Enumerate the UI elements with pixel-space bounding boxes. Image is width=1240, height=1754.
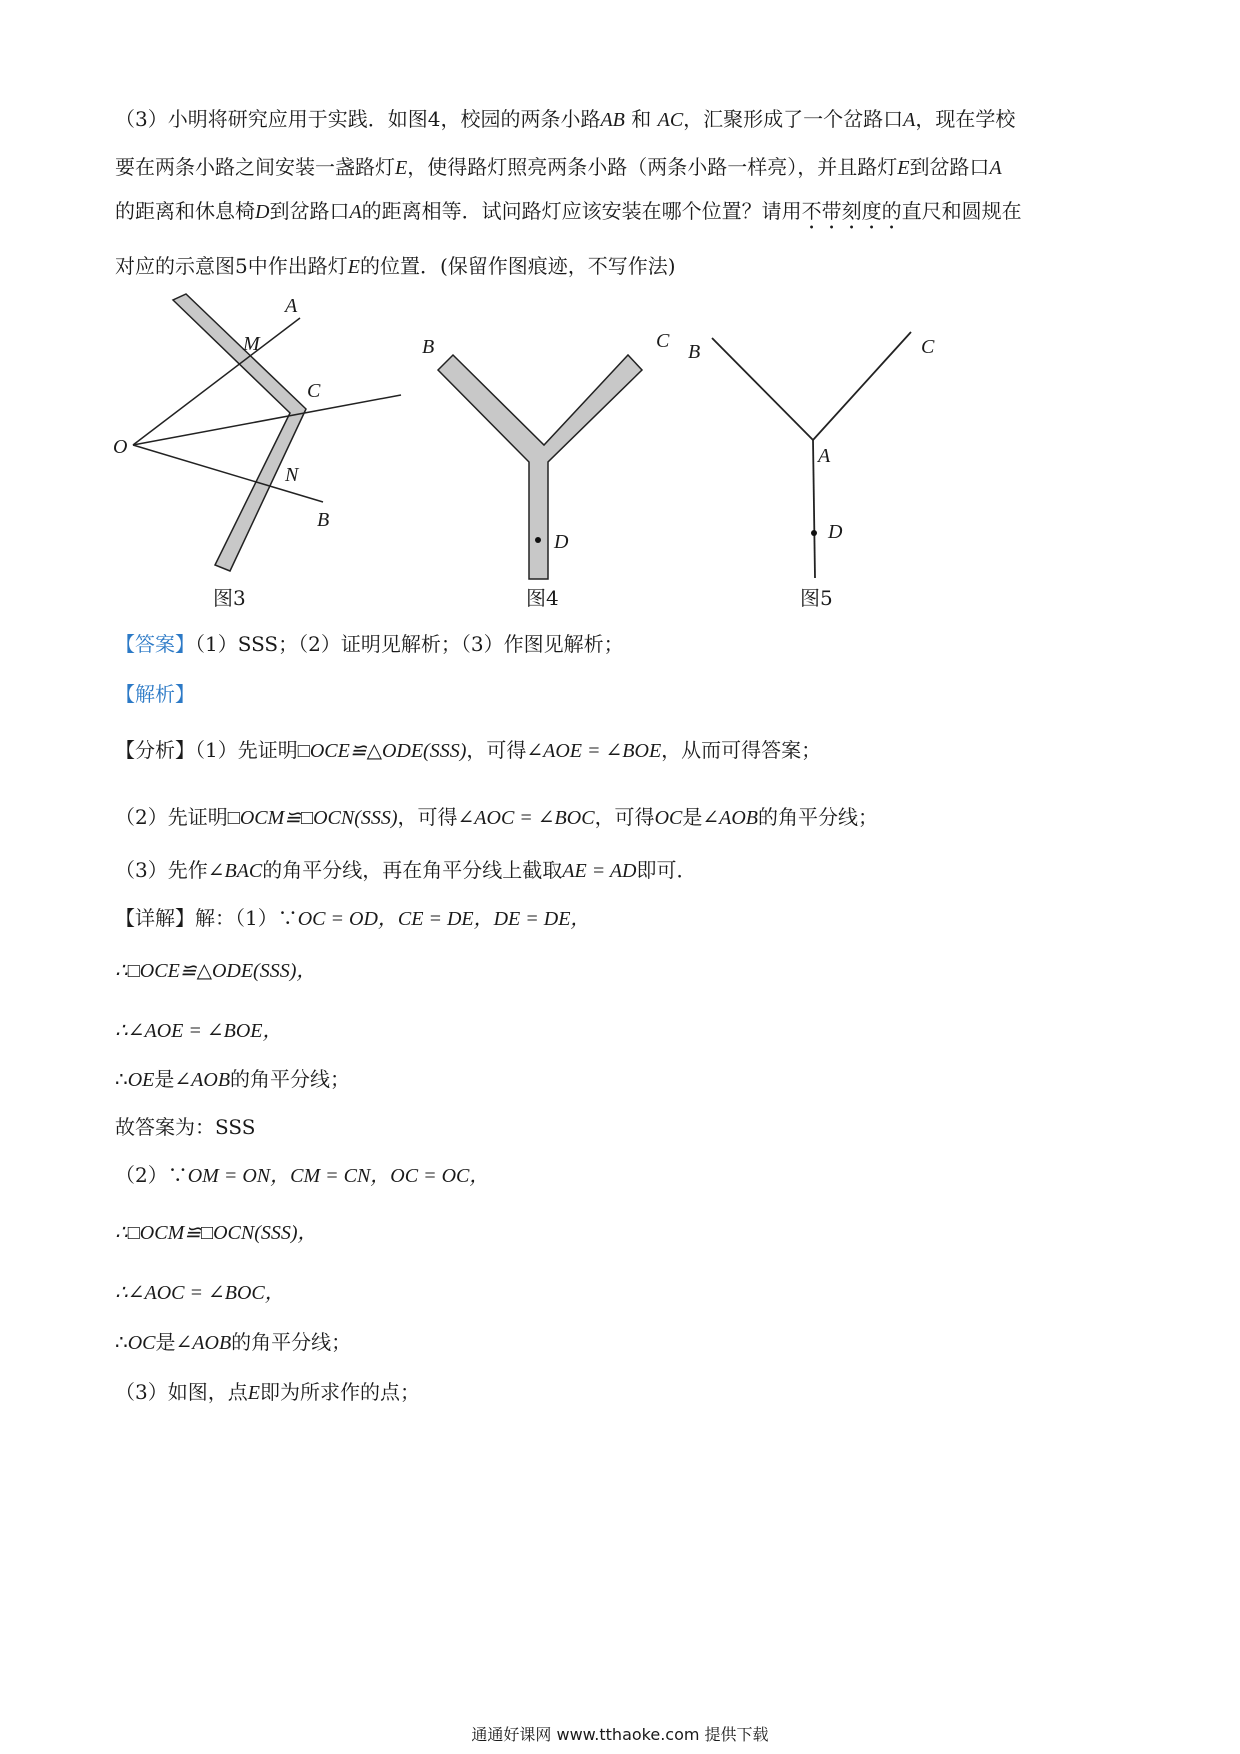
fig4-caption: 图4 xyxy=(526,586,559,610)
detail-line-9: ∴OC是∠AOB的角平分线； xyxy=(115,1330,352,1354)
fig3-label-B: B xyxy=(317,509,330,531)
detail-line-3: ∴∠AOE = ∠BOE， xyxy=(115,1020,283,1042)
analysis-line-3: （3）先作∠BAC的角平分线，再在角平分线上截取AE = AD即可． xyxy=(115,858,697,882)
figure-3 xyxy=(105,290,415,579)
figure-4 xyxy=(418,290,678,584)
fig3-label-C: C xyxy=(307,380,321,402)
fig3-road xyxy=(173,294,306,571)
detail-line-7: ∴□OCM≌□OCN(SSS)， xyxy=(115,1222,318,1244)
fig5-label-A: A xyxy=(818,445,831,467)
fig5-point-D xyxy=(811,530,817,536)
fig3-ray-OC xyxy=(133,395,401,445)
fig3-label-A: A xyxy=(285,295,298,317)
fig5-label-C: C xyxy=(921,336,935,358)
fig3-label-O: O xyxy=(113,436,128,458)
problem-line-2: 要在两条小路之间安装一盏路灯E，使得路灯照亮两条小路（两条小路一样亮），并且路灯E到岔路口A xyxy=(115,155,1002,179)
detail-line-8: ∴∠AOC = ∠BOC， xyxy=(115,1282,285,1304)
figure-5-diagram xyxy=(684,290,964,580)
detail-line-4: ∴OE是∠AOB的角平分线； xyxy=(115,1067,351,1091)
fig3-label-N: N xyxy=(285,464,299,486)
answer-line: 【答案】（1）SSS；（2）证明见解析；（3）作图见解析； xyxy=(115,632,624,656)
fig4-road xyxy=(438,355,642,579)
problem-line-3: 的距离和休息椅D到岔路口A的距离相等．试问路灯应该安装在哪个位置？请用不带刻度的直尺和圆规在 xyxy=(115,199,1022,223)
answer-tag: 【答案】 xyxy=(115,632,195,656)
analysis-line-2: （2）先证明□OCM≌□OCN(SSS)，可得∠AOC = ∠BOC，可得OC是∠AOB的角平分线； xyxy=(115,805,878,829)
detail-line-2: ∴□OCE≌△ODE(SSS)， xyxy=(115,960,317,982)
fig5-road-AD xyxy=(813,440,815,578)
fig5-label-B: B xyxy=(688,341,701,363)
figure-3-diagram xyxy=(105,290,415,575)
analysis-line-1: 【分析】（1）先证明□OCE≌△ODE(SSS)，可得∠AOE = ∠BOE，从而可得答案； xyxy=(115,738,822,762)
problem-line-1: （3）小明将研究应用于实践．如图4，校园的两条小路AB 和 AC，汇聚形成了一个岔路口A，现在学校 xyxy=(115,107,1016,131)
problem-line-4: 对应的示意图5中作出路灯E的位置．(保留作图痕迹，不写作法) xyxy=(115,254,676,278)
fig4-point-D xyxy=(535,537,541,543)
fig3-caption: 图3 xyxy=(213,586,246,610)
detail-line-10: （3）如图，点E即为所求作的点； xyxy=(115,1380,420,1404)
fig5-road-AB xyxy=(712,338,813,440)
detail-line-1: 【详解】解：（1）∵OC = OD，CE = DE，DE = DE， xyxy=(115,906,591,930)
fig4-label-D: D xyxy=(554,531,569,553)
fig5-caption: 图5 xyxy=(800,586,833,610)
detail-line-5: 故答案为：SSS xyxy=(115,1115,256,1139)
analysis-heading: 【解析】 xyxy=(115,682,195,706)
fig4-label-C: C xyxy=(656,330,670,352)
fig4-label-B: B xyxy=(422,336,435,358)
footer: 通通好课网 www.tthaoke.com 提供下载 xyxy=(471,1725,769,1744)
fig3-label-M: M xyxy=(243,333,260,355)
fig5-label-D: D xyxy=(828,521,843,543)
fig5-road-AC xyxy=(813,332,911,440)
detail-line-6: （2）∵OM = ON，CM = CN，OC = OC， xyxy=(115,1163,490,1187)
figure-4-diagram xyxy=(418,290,678,580)
figure-5 xyxy=(684,290,964,584)
